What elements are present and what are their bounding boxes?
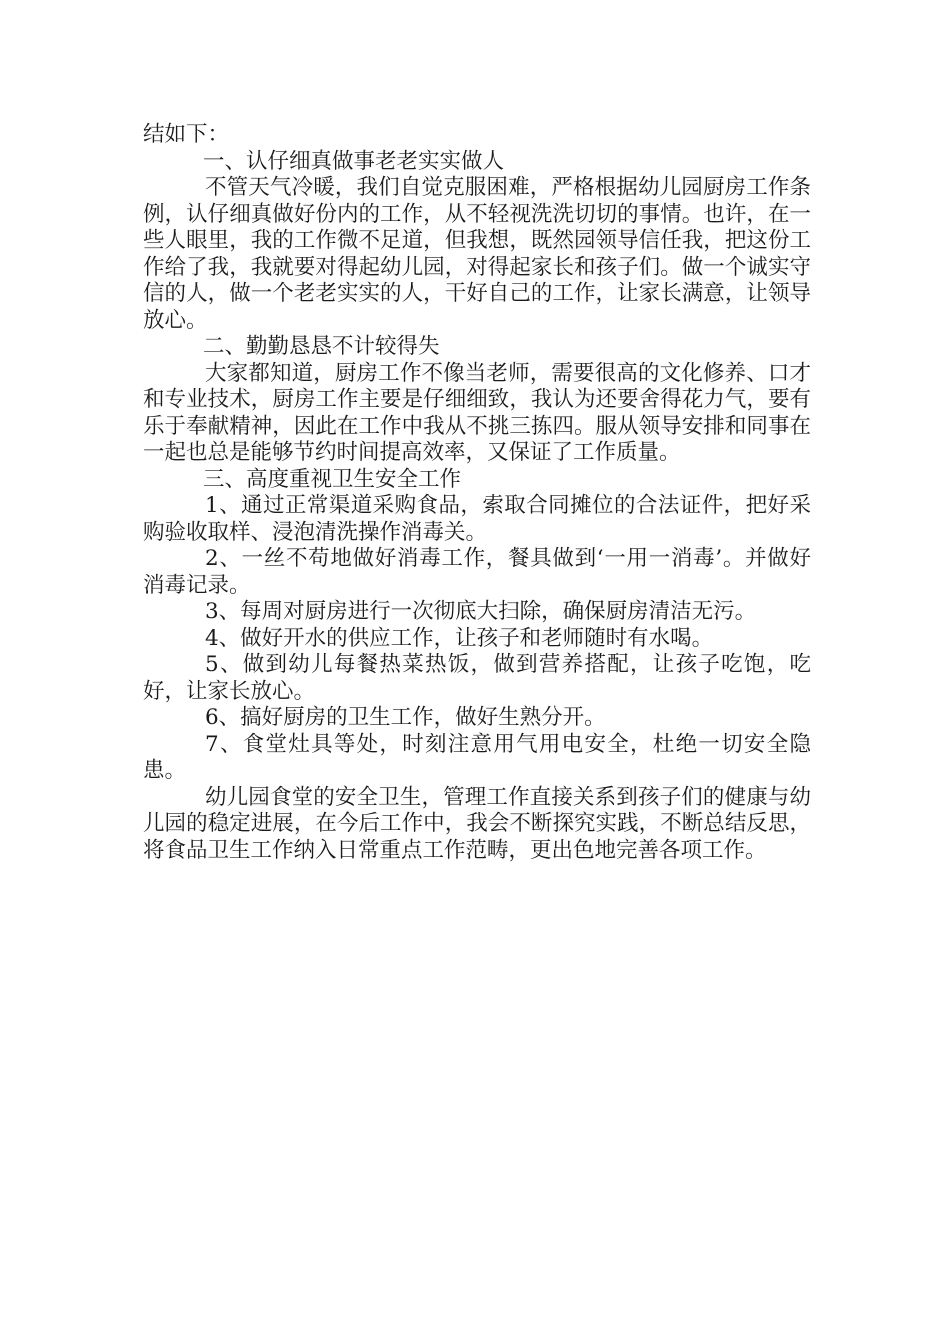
section-1-body: 不管天气冷暖，我们自觉克服困难，严格根据幼儿园厨房工作条例，认仔细真做好份内的工作，从不轻视洗洗切切的事情。也许，在一些人眼里，我的工作微不足道，但我想，既然园领导信任我，把这份工作给了我，我就要对得起幼儿园，对得起家长和孩子们。做一个诚实守信的人，做一个老老实实的人，干好自己的工作，让家长满意，让领导放心。 bbox=[143, 175, 811, 333]
section-2-body: 大家都知道，厨房工作不像当老师，需要很高的文化修养、口才和专业技术，厨房工作主要是仔细细致，我认为还要舍得花力气，要有乐于奉献精神，因此在工作中我从不挑三拣四。服从领导安排和同事在一起也总是能够节约时间提高效率，又保证了工作质量。 bbox=[143, 360, 811, 465]
list-item-7: 7、食堂灶具等处，时刻注意用气用电安全，杜绝一切安全隐患。 bbox=[143, 731, 811, 783]
list-item-2: 2、一丝不苟地做好消毒工作，餐具做到‘一用一消毒’。并做好消毒记录。 bbox=[143, 546, 811, 598]
section-heading-2: 二、勤勤恳恳不计较得失 bbox=[203, 334, 440, 359]
list-item-6: 6、搞好厨房的卫生工作，做好生熟分开。 bbox=[205, 705, 606, 730]
paragraph-continuation: 结如下： bbox=[143, 122, 230, 147]
section-heading-1: 一、认仔细真做事老老实实做人 bbox=[203, 148, 505, 174]
section-heading-3: 三、高度重视卫生安全工作 bbox=[203, 466, 462, 492]
list-item-4: 4、做好开水的供应工作，让孩子和老师随时有水喝。 bbox=[205, 625, 714, 651]
list-item-5: 5、做到幼儿每餐热菜热饭，做到营养搭配，让孩子吃饱，吃好，让家长放心。 bbox=[143, 652, 811, 704]
closing-paragraph: 幼儿园食堂的安全卫生，管理工作直接关系到孩子们的健康与幼儿园的稳定进展，在今后工作中，我会不断探究实践，不断总结反思，将食品卫生工作纳入日常重点工作范畴，更出色地完善各项工作。 bbox=[143, 784, 811, 863]
document-body bbox=[143, 122, 811, 864]
list-item-3: 3、每周对厨房进行一次彻底大扫除，确保厨房清洁无污。 bbox=[205, 599, 757, 624]
list-item-1: 1、通过正常渠道采购食品，索取合同摊位的合法证件，把好采购验收取样、浸泡清洗操作消毒关。 bbox=[143, 493, 811, 545]
